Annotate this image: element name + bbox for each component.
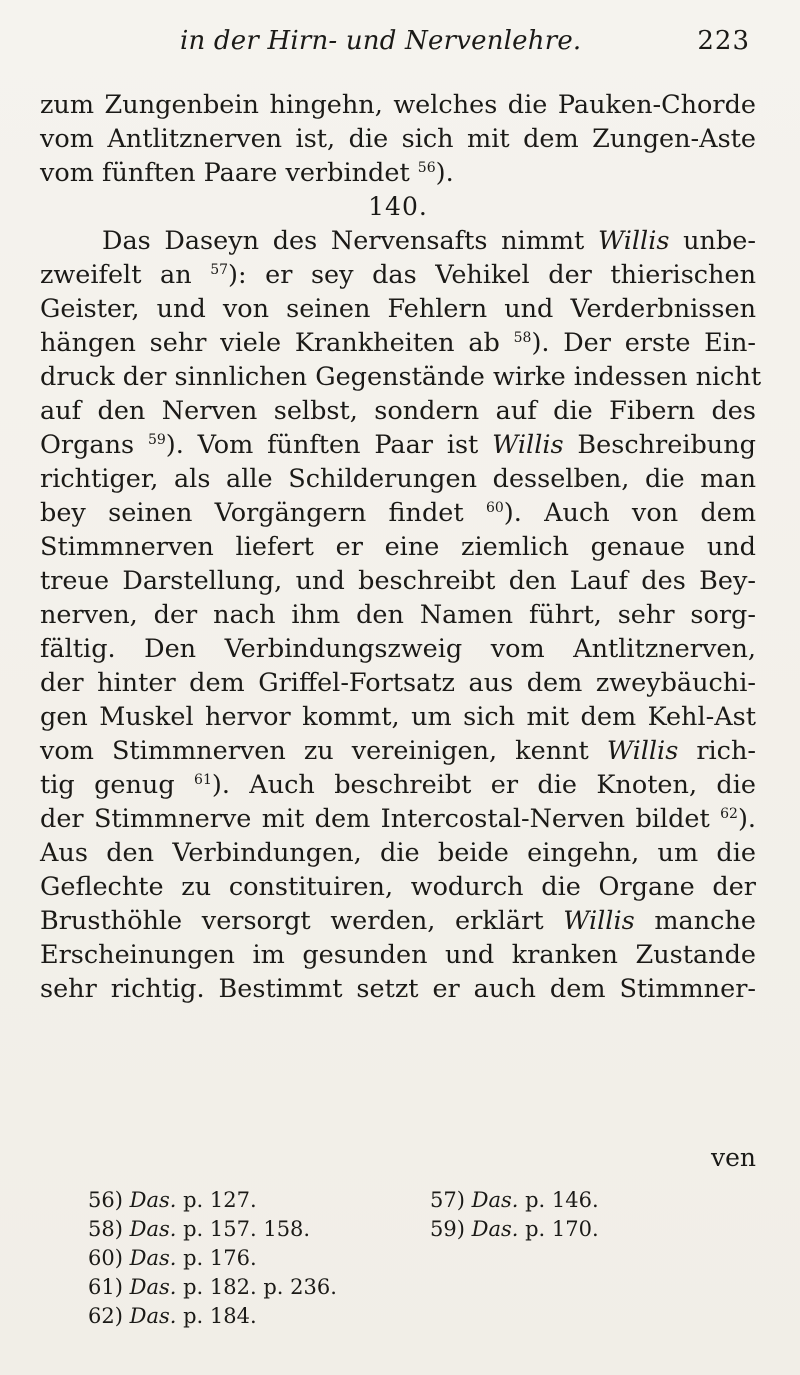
footnote-56 [88, 1186, 257, 1215]
body-text [40, 88, 762, 1006]
text-line [40, 394, 756, 428]
text-line [40, 734, 756, 768]
text-line [40, 292, 756, 326]
text-run: treue Darstellung, und beschreibt den Lauf des Bey- [40, 566, 756, 596]
text-run: druck der sinnlichen Gegenstände wirke indessen nicht [40, 362, 762, 392]
footnote-reference: Das. [129, 1217, 177, 1241]
text-run: vom fünften Paare verbindet [40, 158, 418, 188]
footnote-reference: Das. [471, 1217, 519, 1241]
text-line [40, 224, 756, 258]
text-line [40, 938, 756, 972]
footnote-marker: 56 [417, 160, 436, 176]
text-line [40, 768, 756, 802]
text-run: fältig. Den Verbindungszweig vom Antlitznerven, [40, 634, 756, 664]
italic-name: Willis [563, 906, 635, 936]
text-line [40, 564, 756, 598]
footnote-page: p. 146. [525, 1188, 599, 1212]
text-run: der hinter dem Griffel-Fortsatz aus dem zweybäuchi- [40, 668, 756, 698]
text-line [40, 836, 756, 870]
text-line [40, 632, 756, 666]
footnote-marker: 61 [194, 772, 212, 788]
text-run: Brusthöhle versorgt werden, erklärt [40, 906, 564, 936]
text-line [40, 972, 756, 1006]
footnote-number: 56) [88, 1188, 123, 1212]
footnote-number: 61) [88, 1275, 123, 1299]
text-run: rich- [678, 736, 756, 766]
text-run: tig genug [40, 770, 195, 800]
italic-name: Willis [492, 430, 564, 460]
text-line [40, 904, 756, 938]
text-line [40, 530, 756, 564]
text-run: Aus den Verbindungen, die beide eingehn, um die [40, 838, 756, 868]
footnote-page: p. 182. p. 236. [183, 1275, 337, 1299]
footnote-marker: 59 [147, 432, 166, 448]
text-line [40, 666, 756, 700]
footnote-page: p. 170. [525, 1217, 599, 1241]
text-line [40, 802, 756, 836]
text-run: Das Daseyn des Nervensafts nimmt [102, 226, 598, 256]
text-run: unbe- [669, 226, 756, 256]
footnote-58 [88, 1215, 310, 1244]
footnote-number: 62) [88, 1304, 123, 1328]
footnote-number: 60) [88, 1246, 123, 1270]
text-run: zweifelt an [40, 260, 211, 290]
text-run: Stimmnerven liefert er eine ziemlich genaue und [40, 532, 756, 562]
text-run: Geister, und von seinen Fehlern und Verderbnissen [40, 294, 756, 324]
header-rule [40, 85, 760, 86]
italic-name: Willis [606, 736, 679, 766]
footnote-57 [430, 1186, 599, 1215]
running-title: in der Hirn- und Nervenlehre. [180, 26, 582, 56]
text-run: richtiger, als alle Schilderungen desselben, die man [40, 464, 756, 494]
text-line [40, 156, 756, 190]
text-run: nerven, der nach ihm den Namen führt, sehr sorg- [40, 600, 756, 630]
text-run: gen Muskel hervor kommt, um sich mit dem Kehl-Ast [40, 702, 756, 732]
text-run: hängen sehr viele Krankheiten ab [40, 328, 514, 358]
footnote-marker: 60 [485, 500, 504, 516]
footnote-62 [88, 1302, 257, 1331]
footnote-60 [88, 1244, 257, 1273]
footnote-reference: Das. [129, 1275, 177, 1299]
text-line [40, 496, 756, 530]
section-number: 140. [368, 192, 428, 221]
text-run: Geflechte zu constituiren, wodurch die Organe der [40, 872, 756, 902]
footnote-59 [430, 1215, 599, 1244]
text-run: ). Auch von dem [503, 498, 756, 528]
footnote-page: p. 127. [183, 1188, 257, 1212]
text-line [40, 122, 756, 156]
text-run: Erscheinungen im gesunden und kranken Zustande [40, 940, 756, 970]
text-run: ). Vom fünften Paar ist [165, 430, 493, 460]
text-line [40, 870, 756, 904]
footnote-61 [88, 1273, 337, 1302]
text-run: manche [634, 906, 756, 936]
footnote-reference: Das. [471, 1188, 519, 1212]
text-line [40, 258, 756, 292]
text-line [40, 598, 756, 632]
text-run: vom Stimmnerven zu vereinigen, kennt [40, 736, 607, 766]
footnote-reference: Das. [129, 1188, 177, 1212]
italic-name: Willis [597, 226, 670, 256]
text-run: der Stimmnerve mit dem Intercostal-Nerven bildet [40, 804, 721, 834]
footnote-number: 57) [430, 1188, 465, 1212]
footnote-marker: 57 [210, 262, 229, 278]
text-run: Organs [40, 430, 148, 460]
footnote-marker: 58 [513, 330, 532, 346]
footnote-reference: Das. [129, 1246, 177, 1270]
footnote-reference: Das. [129, 1304, 177, 1328]
footnote-number: 58) [88, 1217, 123, 1241]
text-run: sehr richtig. Bestimmt setzt er auch dem Stimmner- [40, 974, 756, 1004]
footnote-page: p. 184. [183, 1304, 257, 1328]
text-run: ): er sey das Vehikel der thierischen [228, 260, 756, 290]
footnote-number: 59) [430, 1217, 465, 1241]
text-line [40, 700, 756, 734]
text-run: Beschreibung [563, 430, 756, 460]
catchword: ven [710, 1143, 756, 1172]
footnote-marker: 62 [720, 806, 738, 822]
text-run: ). Der erste Ein- [531, 328, 756, 358]
text-run: auf den Nerven selbst, sondern auf die Fibern des [40, 396, 756, 426]
text-line [40, 326, 756, 360]
text-run: bey seinen Vorgängern findet [40, 498, 486, 528]
text-run: ). Auch beschreibt er die Knoten, die [211, 770, 756, 800]
text-line [40, 88, 756, 122]
text-line [40, 428, 756, 462]
text-run: vom Antlitznerven ist, die sich mit dem Zungen-Aste [40, 124, 756, 154]
text-line [40, 360, 762, 394]
running-head [180, 26, 750, 66]
text-line [40, 462, 756, 496]
text-run: zum Zungenbein hingehn, welches die Pauken-Chorde [40, 90, 756, 120]
footnote-page: p. 157. 158. [183, 1217, 311, 1241]
footnote-page: p. 176. [183, 1246, 257, 1270]
page-number: 223 [697, 26, 750, 56]
text-run: ). [737, 804, 756, 834]
text-run: ). [435, 158, 454, 188]
